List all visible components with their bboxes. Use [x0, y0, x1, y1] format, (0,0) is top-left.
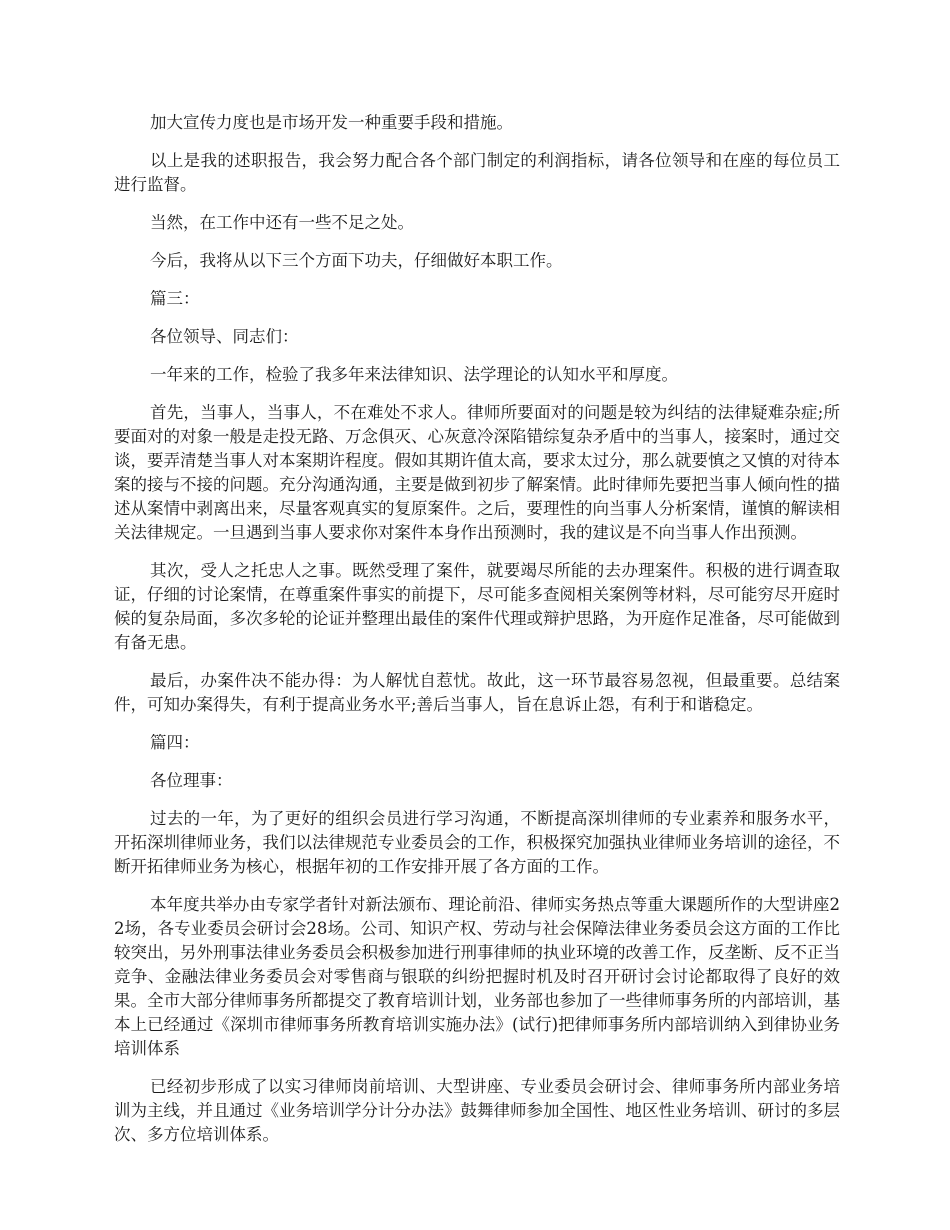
salutation-directors: 各位理事： — [150, 771, 233, 790]
section-heading-part-four: 篇四： — [150, 733, 200, 752]
paragraph-third-point: 最后，办案件决不能办得：为人解忧自惹忧。故此，这一环节最容易忽视，但最重要。总结案件，可知办案得失，有利于提高业务水平;善后当事人，旨在息诉止怨，有利于和谐稳定。 — [114, 671, 840, 714]
paragraph-training-system: 已经初步形成了以实习律师岗前培训、大型讲座、专业委员会研讨会、律师事务所内部业务培训为主线，并且通过《业务培训学分计分办法》鼓舞律师参加全国性、地区性业务培训、研讨的多层次、多方位培训体系。 — [114, 1077, 840, 1144]
paragraph-future-plan: 今后，我将从以下三个方面下功夫，仔细做好本职工作。 — [150, 251, 563, 270]
paragraph-shortcomings: 当然，在工作中还有一些不足之处。 — [150, 213, 414, 232]
salutation-leaders: 各位领导、同志们： — [150, 327, 299, 346]
paragraph-promotion: 加大宣传力度也是市场开发一种重要手段和措施。 — [150, 113, 513, 132]
paragraph-report-conclusion: 以上是我的述职报告，我会努力配合各个部门制定的利润指标，请各位领导和在座的每位员工进行监督。 — [114, 151, 840, 194]
paragraph-year-review: 一年来的工作，检验了我多年来法律知识、法学理论的认知水平和厚度。 — [150, 365, 678, 384]
paragraph-past-year: 过去的一年，为了更好的组织会员进行学习沟通，不断提高深圳律师的专业素养和服务水平，开拓深圳律师业务，我们以法律规范专业委员会的工作，积极探究加强执业律师业务培训的途径，不断开拓律师业务为核心，根据年初的工作安排开展了各方面的工作。 — [114, 809, 840, 876]
section-heading-part-three: 篇三： — [150, 289, 200, 308]
paragraph-second-point: 其次，受人之托忠人之事。既然受理了案件，就要竭尽所能的去办理案件。积极的进行调查取证，仔细的讨论案情，在尊重案件事实的前提下，尽可能多查阅相关案例等材料，尽可能穷尽开庭时候的复杂局面，多次多轮的论证并整理出最佳的案件代理或辩护思路，为开庭作足准备，尽可能做到有备无患。 — [114, 561, 840, 652]
paragraph-lectures-summary: 本年度共举办由专家学者针对新法颁布、理论前沿、律师实务热点等重大课题所作的大型讲座22场，各专业委员会研讨会28场。公司、知识产权、劳动与社会保障法律业务委员会这方面的工作比较突出，另外刑事法律业务委员会积极参加进行刑事律师的执业环境的改善工作，反垄断、反不正当竞争、金融法律业务委员会对零售商与银联的纠纷把握时机及时召开研讨会讨论都取得了良好的效果。全市大部分律师事务所都提交了教育培训计划，业务部也参加了一些律师事务所的内部培训，基本上已经通过《深圳市律师事务所教育培训实施办法》(试行)把律师事务所内部培训纳入到律协业务培训体系 — [114, 895, 840, 1058]
paragraph-first-point: 首先，当事人，当事人，不在难处不求人。律师所要面对的问题是较为纠结的法律疑难杂症;所要面对的对象一般是走投无路、万念俱灭、心灰意冷深陷错综复杂矛盾中的当事人，接案时，通过交谈，要弄清楚当事人对本案期许程度。假如其期许值太高，要求太过分，那么就要慎之又慎的对待本案的接与不接的问题。充分沟通沟通，主要是做到初步了解案情。此时律师先要把当事人倾向性的描述从案情中剥离出来，尽量客观真实的复原案件。之后，要理性的向当事人分析案情，谨慎的解读相关法律规定。一旦遇到当事人要求你对案件本身作出预测时，我的建议是不向当事人作出预测。 — [114, 403, 840, 542]
document-body — [114, 111, 840, 1161]
